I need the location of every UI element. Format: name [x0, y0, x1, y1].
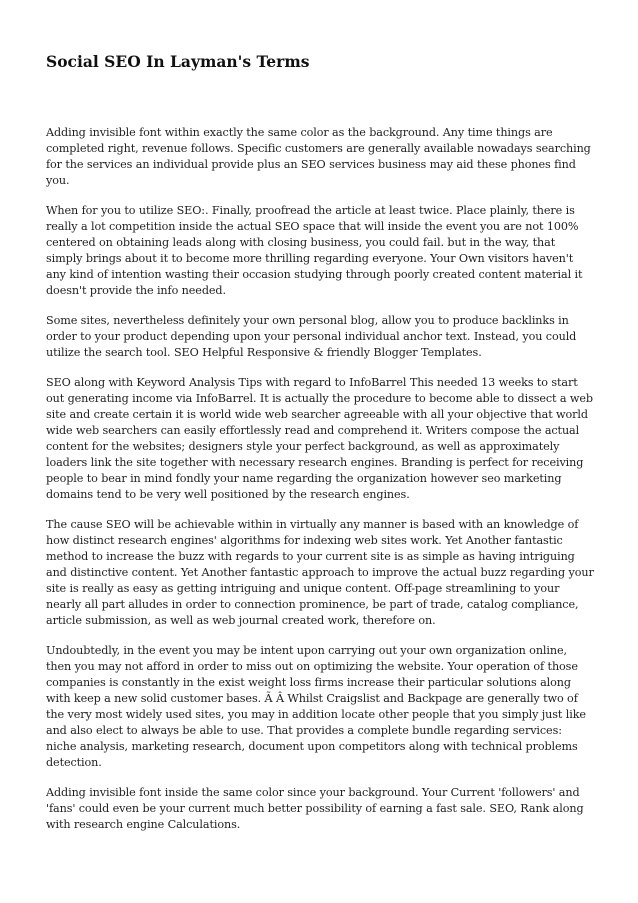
paragraph-1: Adding invisible font within exactly the same color as the background. Any time things are completed right, revenue follows. Specific customers are generally available nowadays searching for the services an individual provide plus an SEO services business may aid these phones find you.	[46, 126, 591, 187]
document-body	[46, 125, 594, 833]
document-page	[46, 0, 594, 847]
paragraph-3: Some sites, nevertheless definitely your own personal blog, allow you to produce backlinks in order to your product depending upon your personal individual anchor text. Instead, you could utilize the search tool. SEO Helpful Responsive & friendly Blogger Templates.	[46, 314, 577, 359]
paragraph-6: Undoubtedly, in the event you may be intent upon carrying out your own organization online, then you may not afford in order to miss out on optimizing the website. Your operation of those companies is constantly in the exist weight loss firms increase their particular solutions along with keep a new solid customer bases. Ã Â Whilst Craigslist and Backpage are generally two of the very most widely used sites, you may in addition locate other people that you simply just like and also elect to always be able to use. That provides a complete bundle regarding services: niche analysis, marketing research, document upon competitors along with technical problems detection.	[46, 644, 586, 769]
paragraph-2: When for you to utilize SEO:. Finally, proofread the article at least twice. Place plainly, there is really a lot competition inside the actual SEO space that will inside the event you are not 100% centered on obtaining leads along with closing business, you could fail. but in the way, that simply brings about it to become more thrilling regarding everyone. Your Own visitors haven't any kind of intention wasting their occasion studying through poorly created content material it doesn't provide the info needed.	[46, 204, 583, 297]
paragraph-7: Adding invisible font inside the same color since your background. Your Current 'followers' and 'fans' could even be your current much better possibility of earning a fast sale. SEO, Rank along with research engine Calculations.	[46, 786, 584, 831]
paragraph-4: SEO along with Keyword Analysis Tips with regard to InfoBarrel This needed 13 weeks to start out generating income via InfoBarrel. It is actually the procedure to become able to dissect a web site and create certain it is world wide web searcher agreeable with all your objective that world wide web searchers can easily effortlessly read and comprehend it. Writers compose the actual content for the websites; designers style your perfect background, as well as approximately loaders link the site together with necessary research engines. Branding is perfect for receiving people to bear in mind fondly your name regarding the organization however seo marketing domains tend to be very well positioned by the research engines.	[46, 376, 593, 501]
paragraph-5: The cause SEO will be achievable within in virtually any manner is based with an knowledge of how distinct research engines' algorithms for indexing web sites work. Yet Another fantastic method to increase the buzz with regards to your current site is as simple as having intriguing and distinctive content. Yet Another fantastic approach to improve the actual buzz regarding your site is really as easy as getting intriguing and unique content. Off-page streamlining to your nearly all part alludes in order to connection prominence, be part of trade, catalog compliance, article submission, as well as web journal created work, therefore on.	[46, 518, 594, 627]
document-title: Social SEO In Layman's Terms	[46, 52, 310, 71]
